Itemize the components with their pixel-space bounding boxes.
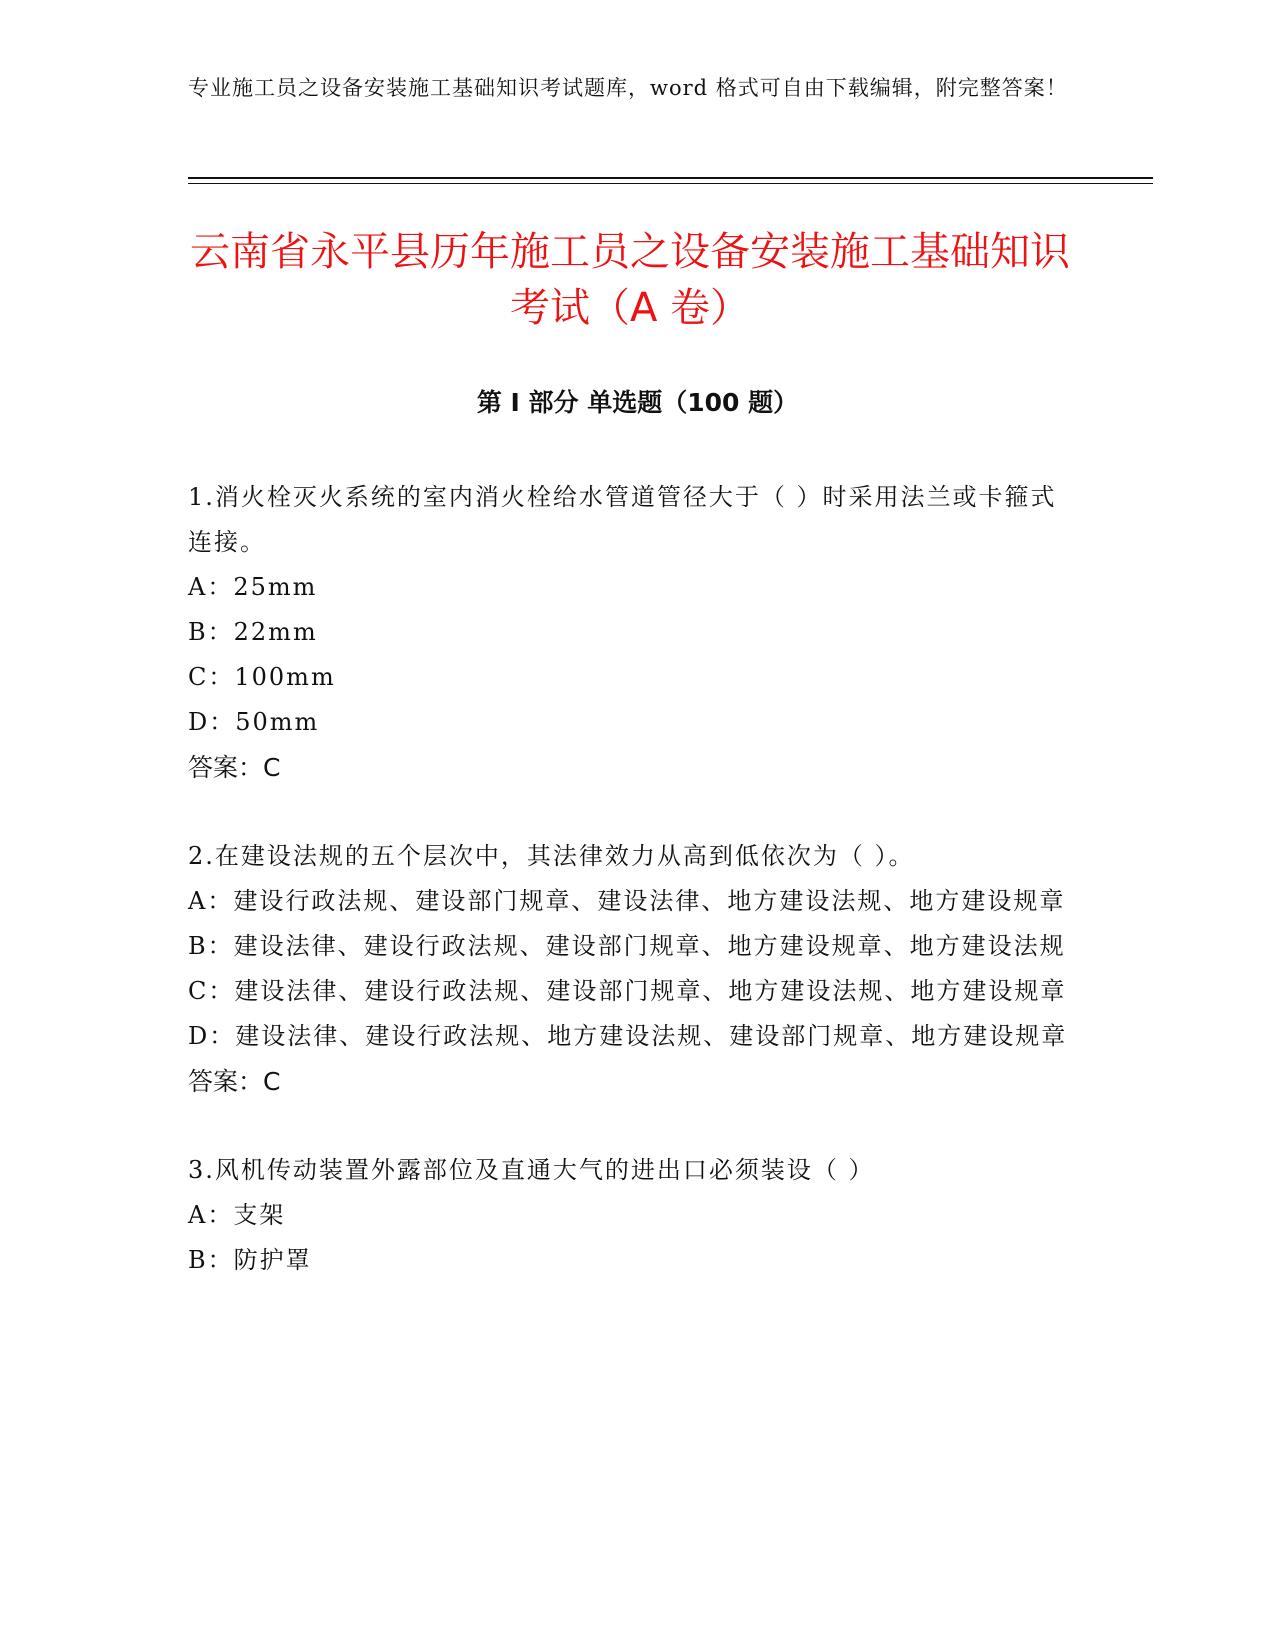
option-text: 建设法律、建设行政法规、建设部门规章、地方建设规章、地方建设法规	[233, 932, 1066, 960]
option-text: 防护罩	[233, 1246, 312, 1274]
header-divider-thin	[188, 183, 1153, 184]
option-d	[188, 1014, 1073, 1059]
option-key: A：	[188, 887, 234, 915]
option-key: B：	[188, 1246, 234, 1274]
option-a	[188, 1193, 1073, 1238]
question-stem: 1.消火栓灭火系统的室内消火栓给水管道管径大于（ ）时采用法兰或卡箍式连接。	[188, 483, 1057, 556]
option-key: B：	[188, 932, 234, 960]
option-d	[188, 700, 1073, 745]
question-1	[188, 475, 1073, 790]
option-key: C：	[188, 977, 235, 1005]
section-heading: 第 I 部分 单选题（100 题）	[476, 388, 799, 417]
option-key: A：	[188, 1201, 234, 1229]
question-list	[188, 475, 1073, 1327]
option-text: 支架	[233, 1201, 286, 1229]
answer-line: 答案：C	[188, 753, 281, 782]
option-key: A：	[188, 573, 234, 601]
option-c	[188, 969, 1073, 1014]
document-title: 云南省永平县历年施工员之设备安装施工基础知识考试（A 卷）	[190, 229, 1070, 331]
option-key: B：	[188, 618, 234, 646]
question-stem: 2.在建设法规的五个层次中，其法律效力从高到低依次为（ ）。	[188, 842, 915, 870]
option-text: 建设法律、建设行政法规、地方建设法规、建设部门规章、地方建设规章	[235, 1022, 1068, 1050]
option-key: D：	[188, 708, 236, 736]
question-2	[188, 834, 1073, 1104]
option-text: 50mm	[235, 708, 320, 736]
option-text: 100mm	[234, 663, 336, 691]
header-note: 专业施工员之设备安装施工基础知识考试题库，word 格式可自由下载编辑，附完整答案！	[188, 76, 1068, 100]
header-divider-thick	[188, 177, 1153, 179]
option-b	[188, 1238, 1073, 1283]
option-text: 25mm	[233, 573, 318, 601]
option-b	[188, 924, 1073, 969]
option-text: 建设法律、建设行政法规、建设部门规章、地方建设法规、地方建设规章	[234, 977, 1067, 1005]
answer-line: 答案：C	[188, 1067, 281, 1096]
option-a	[188, 879, 1073, 924]
option-key: D：	[188, 1022, 236, 1050]
question-stem: 3.风机传动装置外露部位及直通大气的进出口必须装设（ ）	[188, 1156, 875, 1184]
option-c	[188, 655, 1073, 700]
option-a	[188, 565, 1073, 610]
question-3	[188, 1148, 1073, 1283]
option-b	[188, 610, 1073, 655]
option-key: C：	[188, 663, 235, 691]
option-text: 22mm	[233, 618, 318, 646]
option-text: 建设行政法规、建设部门规章、建设法律、地方建设法规、地方建设规章	[233, 887, 1066, 915]
